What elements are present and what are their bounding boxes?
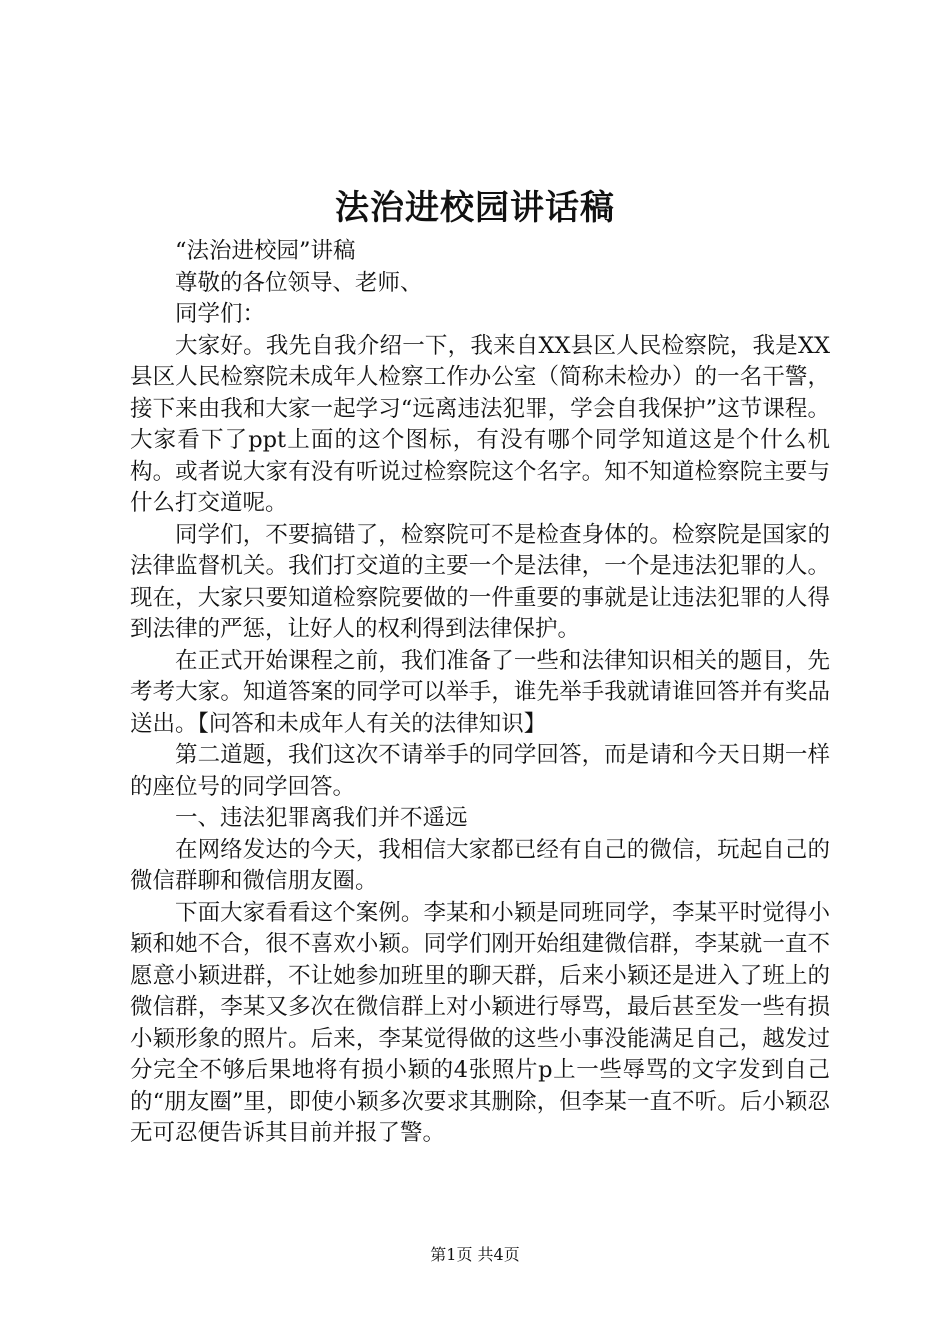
paragraph: 在正式开始课程之前，我们准备了一些和法律知识相关的题目，先考考大家。知道答案的同学可以举手，谁先举手我就请谁回答并有奖品送出。【问答和未成年人有关的法律知识】 — [130, 647, 830, 737]
paragraph: 下面大家看看这个案例。李某和小颖是同班同学，李某平时觉得小颖和她不合，很不喜欢小颖。同学们刚开始组建微信群，李某就一直不愿意小颖进群，不让她参加班里的聊天群，后来小颖还是进入了班上的微信群，李某又多次在微信群上对小颖进行辱骂，最后甚至发一些有损小颖形象的照片。后来，李某觉得做的这些小事没能满足自己，越发过分完全不够后果地将有损小颖的4张照片p上一些辱骂的文字发到自己的“朋友圈”里，即使小颖多次要求其删除，但李某一直不听。后小颖忍无可忍便告诉其目前并报了警。 — [130, 899, 830, 1146]
paragraph-heading: “法治进校园”讲稿 — [175, 238, 356, 264]
paragraph: 第二道题，我们这次不请举手的同学回答，而是请和今天日期一样的座位号的同学回答。 — [130, 742, 830, 800]
paragraph-salutation-cont: 同学们： — [175, 301, 266, 327]
section-heading: 一、违法犯罪离我们并不遥远 — [175, 805, 468, 831]
paragraph: 同学们，不要搞错了，检察院可不是检查身体的。检察院是国家的法律监督机关。我们打交道的主要一个是法律，一个是违法犯罪的人。现在，大家只要知道检察院要做的一件重要的事就是让违法犯罪的人得到法律的严惩，让好人的权利得到法律保护。 — [130, 521, 830, 642]
document-body — [130, 236, 830, 1150]
paragraph: 在网络发达的今天，我相信大家都已经有自己的微信，玩起自己的微信群聊和微信朋友圈。 — [130, 836, 830, 894]
paragraph: 大家好。我先自我介绍一下，我来自XX县区人民检察院，我是XX县区人民检察院未成年人检察工作办公室（简称未检办）的一名干警，接下来由我和大家一起学习“远离违法犯罪，学会自我保护”这节课程。大家看下了ppt上面的这个图标，有没有哪个同学知道这是个什么机构。或者说大家有没有听说过检察院这个名字。知不知道检察院主要与什么打交道呢。 — [130, 332, 830, 516]
paragraph-salutation: 尊敬的各位领导、老师、 — [175, 269, 423, 296]
document-title: 法治进校园讲话稿 — [335, 188, 615, 228]
page-footer: 第1页 共4页 — [430, 1245, 520, 1264]
